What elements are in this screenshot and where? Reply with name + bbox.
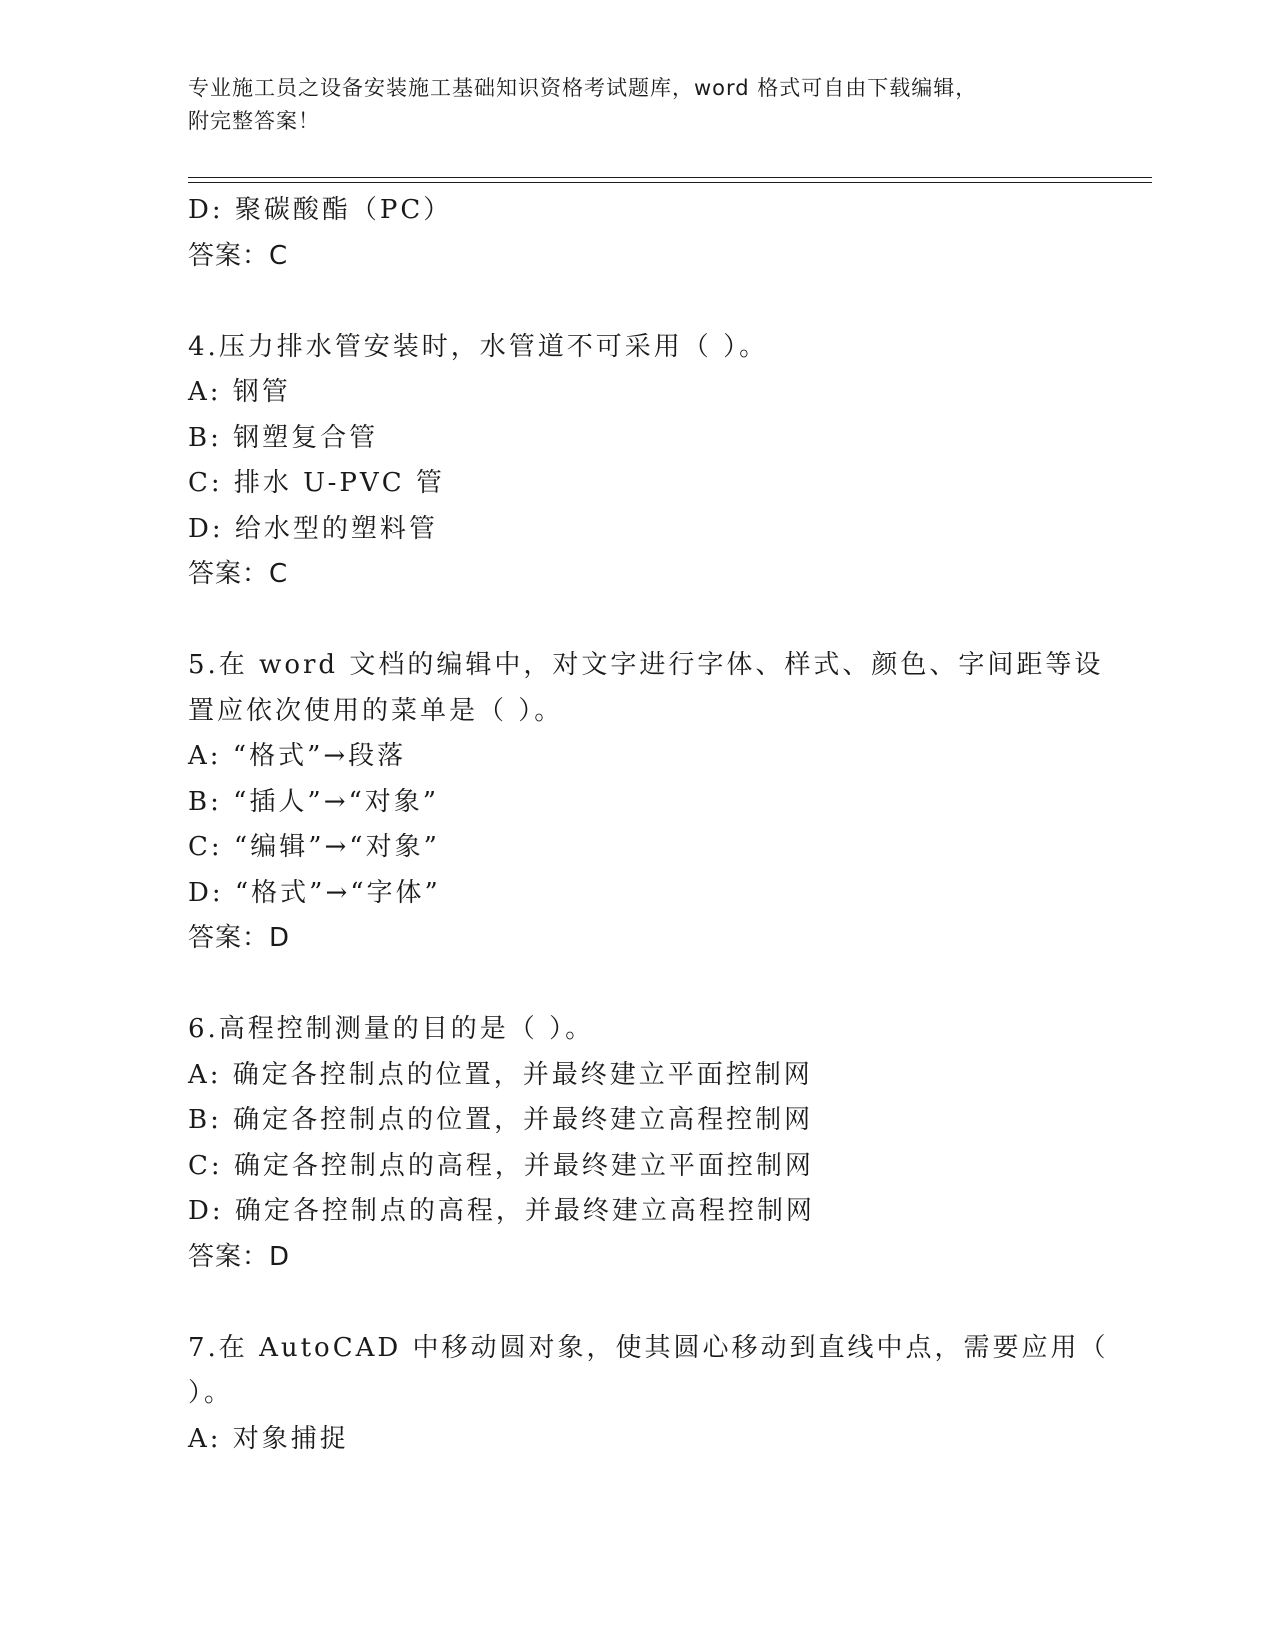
block-gap (188, 598, 1088, 644)
block-gap (188, 962, 1088, 1008)
question-block (188, 188, 1088, 279)
option-line: A: “格式”→段落 (188, 741, 407, 771)
option-line: B: 钢塑复合管 (188, 422, 379, 453)
header-line-1: 专业施工员之设备安装施工基础知识资格考试题库，word 格式可自由下载编辑， (188, 76, 978, 100)
option-line: D: “格式”→“字体” (188, 877, 441, 908)
question-stem: 置应依次使用的菜单是（ ）。 (188, 695, 564, 726)
question-block (188, 1326, 1109, 1463)
question-stem: ）。 (188, 1378, 234, 1408)
block-gap (188, 1280, 1088, 1326)
option-line: A: 对象捕捉 (188, 1423, 349, 1454)
header-rule-bottom (188, 182, 1152, 183)
question-stem: 4.压力排水管安装时，水管道不可采用（ ）。 (188, 331, 769, 362)
option-line: C: 排水 U-PVC 管 (188, 468, 445, 498)
header-line-2: 附完整答案！ (188, 109, 320, 133)
option-line: C: “编辑”→“对象” (188, 832, 440, 862)
answer-line: 答案：C (188, 559, 289, 589)
header-rule-top (188, 177, 1152, 178)
answer-line: 答案：C (188, 240, 289, 271)
option-line: A: 钢管 (188, 377, 291, 407)
question-block (188, 1007, 1088, 1280)
option-line: D: 聚碳酸酯（PC） (188, 195, 453, 225)
question-stem: 6.高程控制测量的目的是（ ）。 (188, 1014, 595, 1044)
question-block (188, 643, 1104, 962)
answer-line: 答案：D (188, 1241, 291, 1272)
option-line: C: 确定各控制点的高程，并最终建立平面控制网 (188, 1150, 814, 1181)
answer-line: 答案：D (188, 923, 291, 953)
question-block (188, 325, 1088, 598)
option-line: D: 确定各控制点的高程，并最终建立高程控制网 (188, 1196, 815, 1226)
document-header (188, 72, 1068, 138)
question-list (188, 188, 1109, 1462)
option-line: B: 确定各控制点的位置，并最终建立高程控制网 (188, 1105, 814, 1135)
question-stem: 7.在 AutoCAD 中移动圆对象，使其圆心移动到直线中点，需要应用（ (188, 1332, 1109, 1363)
option-line: B: “插人”→“对象” (188, 786, 440, 817)
option-line: D: 给水型的塑料管 (188, 513, 438, 544)
question-stem: 5.在 word 文档的编辑中，对文字进行字体、样式、颜色、字间距等设 (188, 650, 1104, 680)
option-line: A: 确定各控制点的位置，并最终建立平面控制网 (188, 1059, 813, 1090)
block-gap (188, 279, 1088, 325)
